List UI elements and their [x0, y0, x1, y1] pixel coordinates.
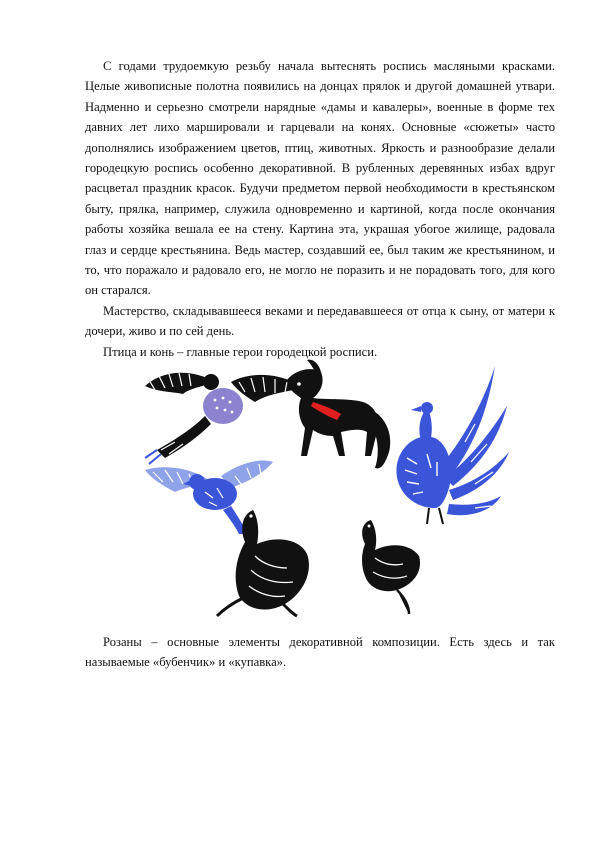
- flying-bird-icon: [145, 373, 303, 464]
- body-text: [85, 56, 555, 362]
- small-black-bird-icon: [362, 520, 420, 614]
- peacock-icon: [396, 366, 509, 524]
- paragraph-mastery: Мастерство, складывавшееся веками и передававшееся от отца к сыну, от матери к дочери, живо и по сей день.: [85, 303, 555, 339]
- paragraph-rozany: Розаны – основные элементы декоративной композиции. Есть здесь и так называемые «бубенчик» и «купавка».: [85, 635, 555, 670]
- paragraph-bird-horse: Птица и конь – главные герои городецкой росписи.: [103, 344, 378, 359]
- black-bird-icon: [217, 510, 309, 616]
- gorodets-painting-illustration: [135, 358, 510, 620]
- paragraph-painting-history: С годами трудоемкую резьбу начала вытеснять роспись масляными красками. Целые живописные полотна появились на донцах прялок и другой домашней утвари. Надменно и серьезно смотрели нарядные «дамы и кавалеры», военные в форме тех давних лет лихо маршировали и гарцевали на конях. Основные «сюжеты» часто дополнялись изображением цветов, птиц, животных. Яркость и разнообразие делали городецкую роспись особенно декоративной. В рубленных деревянных избах вдруг расцветал праздник красок. Будучи предметом первой необходимости в крестьянском быту, прялка, например, служила одновременно и картиной, когда после окончания работы хозяйка вешала ее на стену. Картина эта, украшая убогое жилище, радовала глаз и сердце крестьянина. Ведь мастер, создавший ее, был таким же крестьянином, и то, что поражало и радовало его, не могло не поразить и не порадовать того, для кого он старался.: [85, 59, 555, 298]
- horse-icon: [287, 360, 390, 469]
- caption-text: [85, 632, 555, 673]
